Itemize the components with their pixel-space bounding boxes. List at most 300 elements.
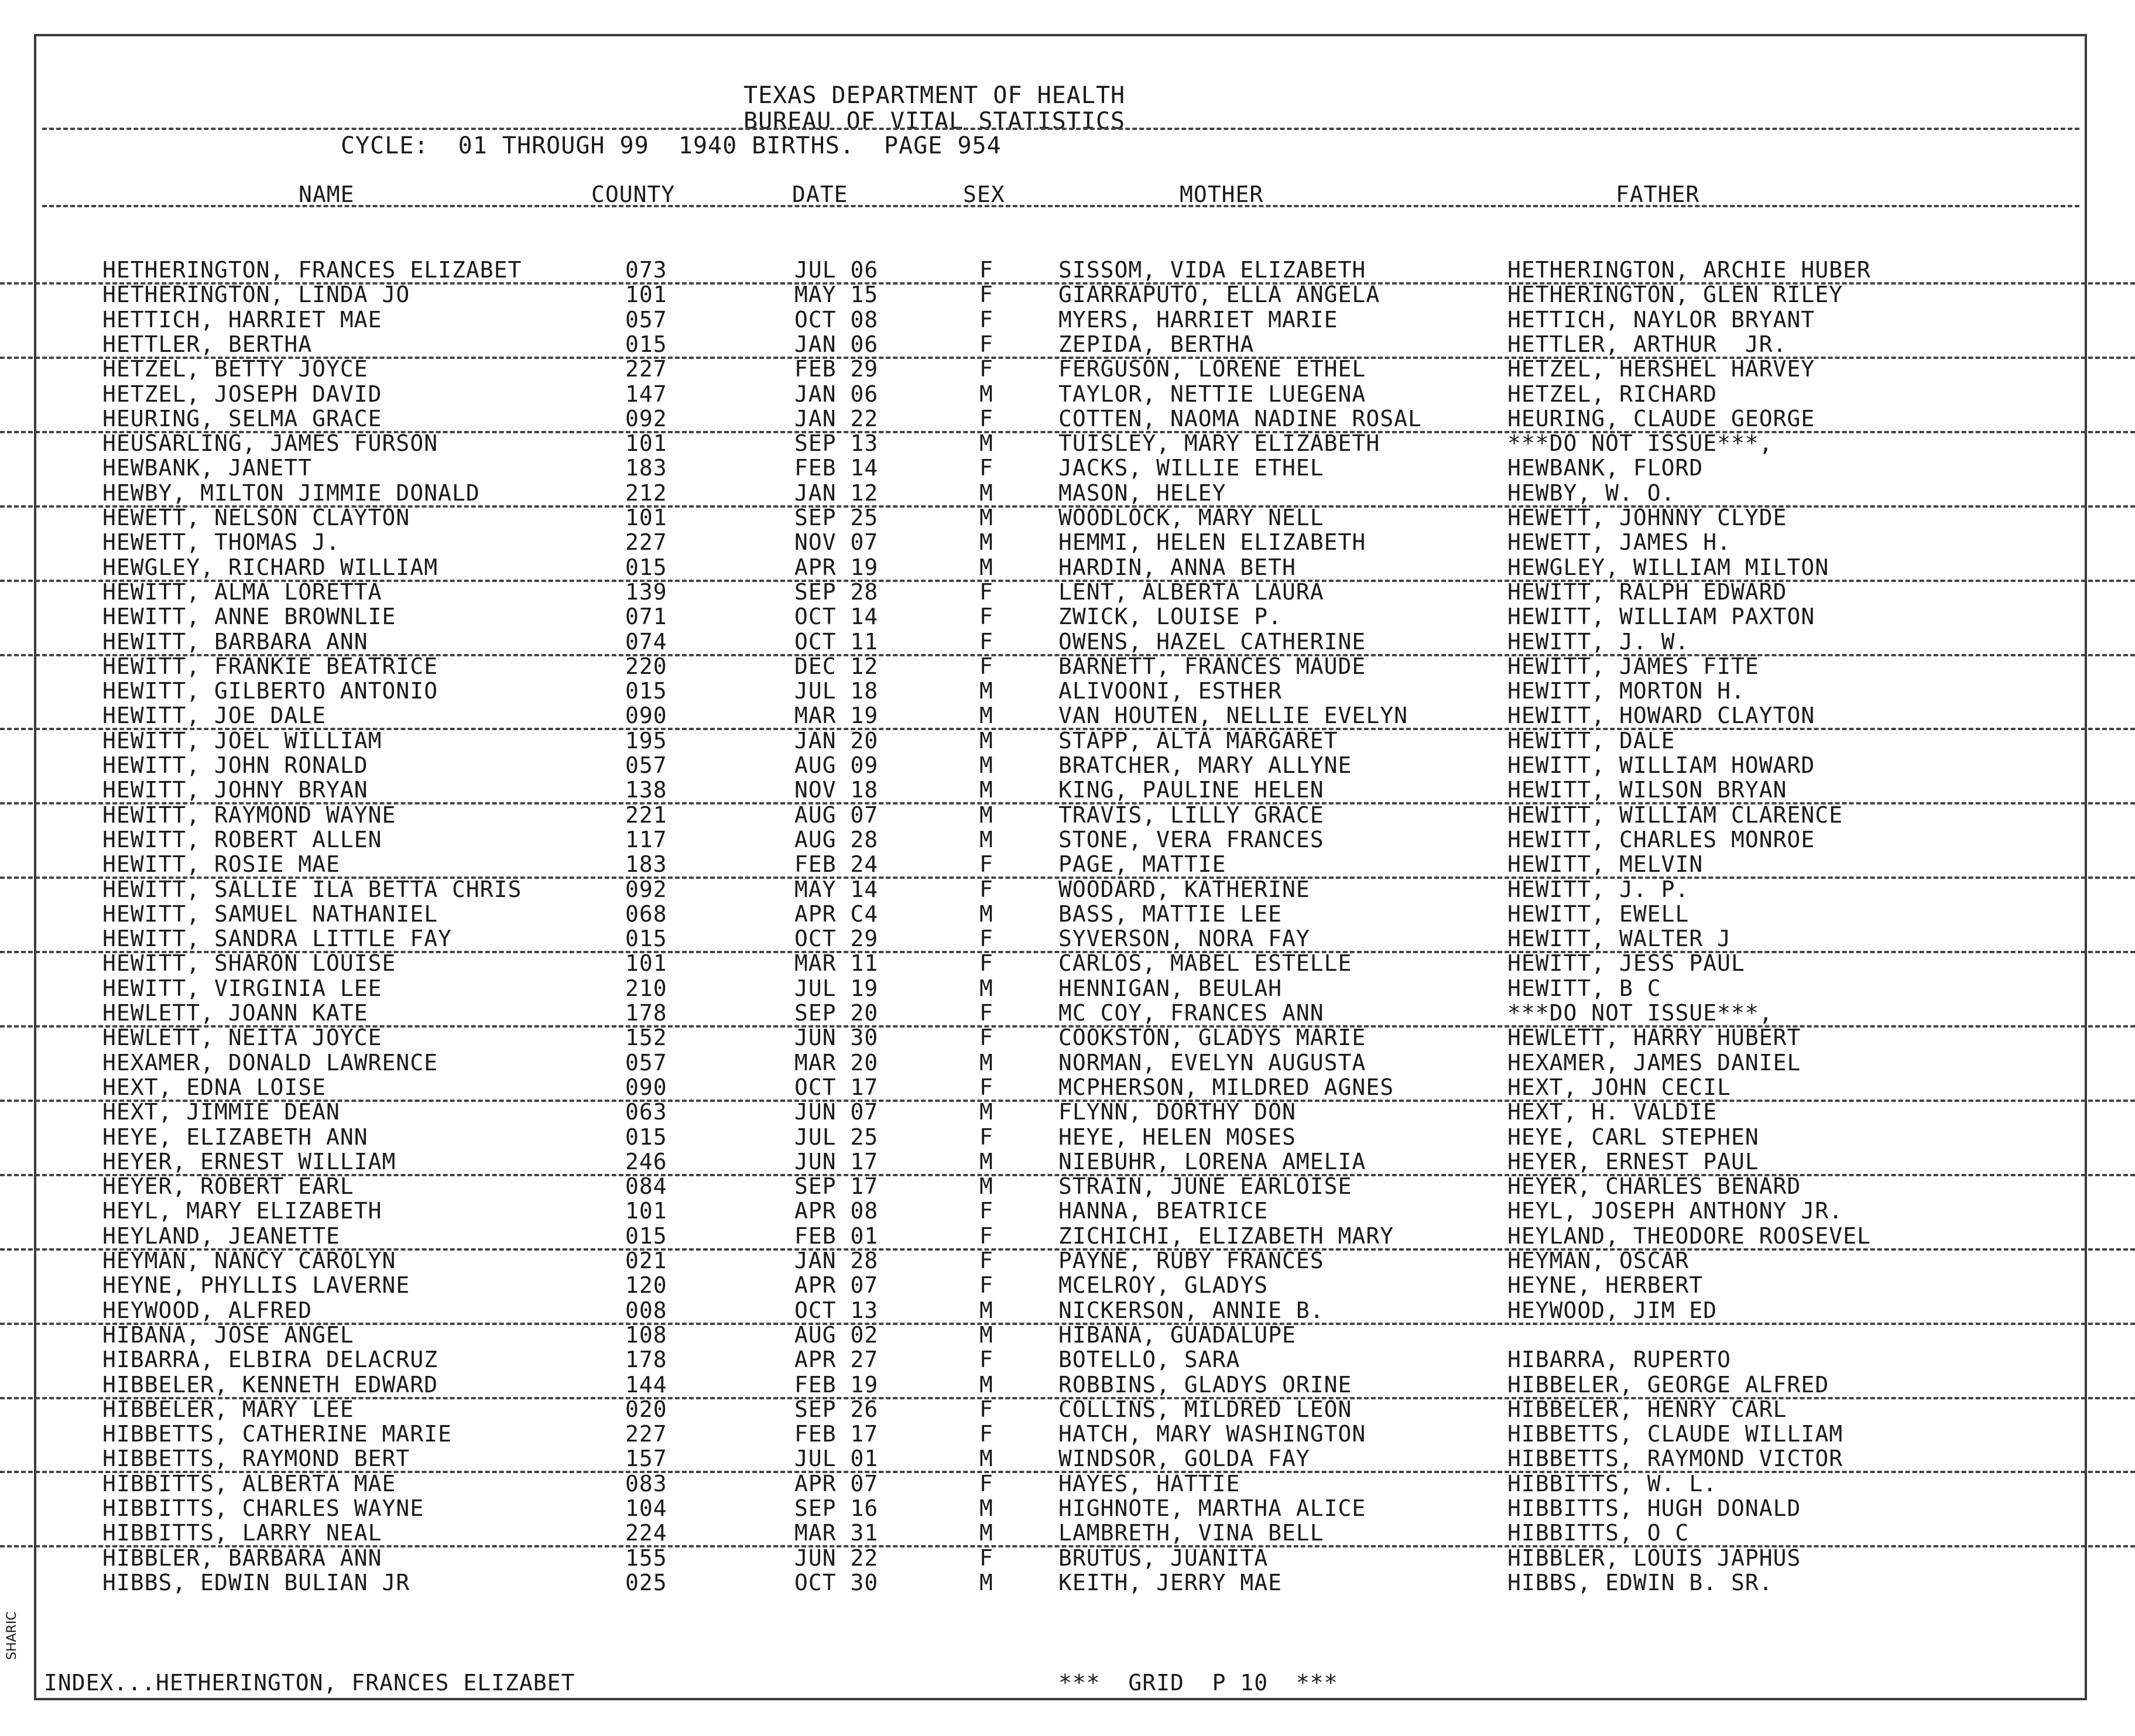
cell-sex: F xyxy=(979,851,993,878)
cell-name: HIBBITTS, LARRY NEAL xyxy=(102,1520,382,1546)
cell-county: 063 xyxy=(625,1099,667,1125)
cell-mother: ZWICK, LOUISE P. xyxy=(1058,604,1283,630)
cell-name: HEWITT, SHARON LOUISE xyxy=(102,950,396,977)
table-row xyxy=(0,926,2135,953)
cell-date: SEP 16 xyxy=(794,1495,879,1521)
cell-county: 178 xyxy=(625,1000,667,1026)
cell-name: HIBARRA, ELBIRA DELACRUZ xyxy=(102,1347,438,1373)
cell-sex: M xyxy=(979,727,993,754)
cell-father: HEXT, H. VALDIE xyxy=(1507,1099,1718,1125)
cell-father: HEYWOOD, JIM ED xyxy=(1507,1297,1718,1323)
cell-mother: GIARRAPUTO, ELLA ANGELA xyxy=(1058,282,1380,308)
cell-sex: F xyxy=(979,1198,993,1224)
cell-sex: F xyxy=(979,876,993,902)
cell-sex: M xyxy=(979,1297,993,1323)
cell-county: 015 xyxy=(625,331,667,357)
cell-father: HEWITT, WILLIAM HOWARD xyxy=(1507,752,1815,778)
cell-county: 212 xyxy=(625,480,667,506)
cell-sex: F xyxy=(979,1470,993,1497)
table-row xyxy=(0,1546,2135,1570)
cell-name: HEWITT, RAYMOND WAYNE xyxy=(102,802,396,828)
cell-name: HETZEL, BETTY JOYCE xyxy=(102,356,368,382)
cell-sex: F xyxy=(979,1223,993,1249)
cell-county: 183 xyxy=(625,455,667,481)
cell-county: 025 xyxy=(625,1569,667,1595)
cell-mother: WOODLOCK, MARY NELL xyxy=(1058,505,1324,530)
cell-sex: M xyxy=(979,1173,993,1200)
cell-sex: F xyxy=(979,282,993,308)
cell-mother: MCPHERSON, MILDRED AGNES xyxy=(1058,1074,1394,1100)
cell-sex: F xyxy=(979,1025,993,1051)
cell-date: MAR 11 xyxy=(794,950,879,977)
cell-father: HEWGLEY, WILLIAM MILTON xyxy=(1507,554,1829,580)
cell-sex: M xyxy=(979,480,993,506)
cell-name: HEXT, JIMMIE DEAN xyxy=(102,1099,340,1125)
cell-date: OCT 17 xyxy=(794,1074,879,1100)
table-row xyxy=(0,654,2135,679)
cell-county: 224 xyxy=(625,1520,667,1546)
cell-sex: M xyxy=(979,975,993,1001)
cell-mother: COLLINS, MILDRED LEON xyxy=(1058,1396,1352,1422)
cell-mother: PAYNE, RUBY FRANCES xyxy=(1058,1248,1324,1273)
cell-sex: M xyxy=(979,1321,993,1348)
cell-county: 227 xyxy=(625,1421,667,1447)
table-row xyxy=(0,357,2135,381)
cell-father: HIBARRA, RUPERTO xyxy=(1507,1347,1732,1373)
table-row xyxy=(0,1372,2135,1399)
cell-father: HEWITT, WILSON BRYAN xyxy=(1507,777,1787,803)
cell-name: HIBBELER, MARY LEE xyxy=(102,1396,354,1422)
table-row xyxy=(0,505,2135,530)
cell-date: NOV 07 xyxy=(794,529,879,556)
cell-sex: M xyxy=(979,529,993,556)
cell-county: 152 xyxy=(625,1025,667,1051)
cell-date: APR 19 xyxy=(794,554,879,580)
cell-father: HEWITT, WALTER J xyxy=(1507,926,1732,952)
cell-name: HEYWOOD, ALFRED xyxy=(102,1297,313,1323)
cell-mother: MCELROY, GLADYS xyxy=(1058,1272,1269,1299)
cell-date: JAN 06 xyxy=(794,331,879,357)
table-row xyxy=(0,1422,2135,1446)
cell-mother: MC COY, FRANCES ANN xyxy=(1058,1000,1324,1026)
cell-date: MAR 20 xyxy=(794,1049,879,1076)
cell-father: HIBBS, EDWIN B. SR. xyxy=(1507,1569,1773,1595)
cell-father: HIBBELER, GEORGE ALFRED xyxy=(1507,1371,1829,1398)
cell-father: HEWBY, W. O. xyxy=(1507,480,1675,506)
cell-father: HETZEL, RICHARD xyxy=(1507,381,1718,407)
table-row xyxy=(0,951,2135,975)
cell-mother: FLYNN, DORTHY DON xyxy=(1058,1099,1296,1125)
cell-county: 021 xyxy=(625,1248,667,1273)
cell-father: HEWBANK, FLORD xyxy=(1507,455,1704,481)
cell-date: JAN 22 xyxy=(794,405,879,432)
cell-date: APR C4 xyxy=(794,900,879,927)
cell-mother: ROBBINS, GLADYS ORINE xyxy=(1058,1371,1352,1398)
table-row xyxy=(0,877,2135,902)
table-row xyxy=(0,1149,2135,1176)
cell-sex: F xyxy=(979,1124,993,1150)
cell-sex: M xyxy=(979,703,993,729)
cell-father: HEYMAN, OSCAR xyxy=(1507,1248,1690,1273)
cell-mother: TRAVIS, LILLY GRACE xyxy=(1058,802,1324,828)
cell-county: 221 xyxy=(625,802,667,828)
table-row xyxy=(0,555,2135,582)
cell-sex: M xyxy=(979,777,993,803)
cell-father: HEWITT, HOWARD CLAYTON xyxy=(1507,703,1815,729)
cell-date: JUL 25 xyxy=(794,1124,879,1150)
cell-sex: F xyxy=(979,604,993,630)
cell-mother: TAYLOR, NETTIE LUEGENA xyxy=(1058,381,1366,407)
cell-father: HEWETT, JAMES H. xyxy=(1507,529,1732,556)
cell-date: MAR 19 xyxy=(794,703,879,729)
cell-name: HEWETT, THOMAS J. xyxy=(102,529,340,556)
table-row xyxy=(0,1174,2135,1199)
cell-father: HETTICH, NAYLOR BRYANT xyxy=(1507,306,1815,333)
cell-mother: HIBANA, GUADALUPE xyxy=(1058,1321,1296,1348)
cell-name: HEWITT, VIRGINIA LEE xyxy=(102,975,382,1001)
cell-date: JAN 12 xyxy=(794,480,879,506)
cell-sex: F xyxy=(979,1000,993,1026)
cell-mother: NIEBUHR, LORENA AMELIA xyxy=(1058,1148,1366,1175)
index-footer: INDEX...HETHERINGTON, FRANCES ELIZABET xyxy=(44,1670,575,1696)
table-row xyxy=(0,703,2135,730)
cell-name: HEWITT, GILBERTO ANTONIO xyxy=(102,678,438,704)
cell-name: HEXT, EDNA LOISE xyxy=(102,1074,327,1100)
cell-mother: ZEPIDA, BERTHA xyxy=(1058,331,1255,357)
table-row xyxy=(0,580,2135,604)
cell-county: 101 xyxy=(625,505,667,530)
grid-footer: *** GRID P 10 *** xyxy=(1058,1670,1338,1696)
table-row xyxy=(0,456,2135,480)
cell-name: HEWITT, SANDRA LITTLE FAY xyxy=(102,926,452,952)
cell-name: HEWITT, JOEL WILLIAM xyxy=(102,727,382,754)
cell-sex: F xyxy=(979,653,993,679)
table-row xyxy=(0,1050,2135,1075)
table-row xyxy=(0,1471,2135,1496)
cell-name: HIBBETTS, RAYMOND BERT xyxy=(102,1446,410,1472)
cell-father: HEYNE, HERBERT xyxy=(1507,1272,1704,1299)
cell-date: SEP 20 xyxy=(794,1000,879,1026)
cycle-line: CYCLE: 01 THROUGH 99 1940 BIRTHS. PAGE 954 xyxy=(341,132,1002,159)
cell-father: HEURING, CLAUDE GEORGE xyxy=(1507,405,1815,432)
cell-county: 015 xyxy=(625,554,667,580)
cell-sex: M xyxy=(979,678,993,704)
cell-father: HETTLER, ARTHUR JR. xyxy=(1507,331,1787,357)
cell-date: MAY 15 xyxy=(794,282,879,308)
cell-date: JAN 28 xyxy=(794,1248,879,1273)
cell-father: HEWITT, JAMES FITE xyxy=(1507,653,1759,679)
cell-date: APR 08 xyxy=(794,1198,879,1224)
cell-sex: M xyxy=(979,430,993,457)
cell-mother: KING, PAULINE HELEN xyxy=(1058,777,1324,803)
cell-father: HEYER, CHARLES BENARD xyxy=(1507,1173,1801,1200)
cell-father: HEWITT, J. W. xyxy=(1507,628,1690,655)
column-header-county: COUNTY xyxy=(591,182,676,207)
cell-county: 246 xyxy=(625,1148,667,1175)
cell-father: HEYLAND, THEODORE ROOSEVEL xyxy=(1507,1223,1871,1249)
cell-name: HETTLER, BERTHA xyxy=(102,331,313,357)
cell-mother: STRAIN, JUNE EARLOISE xyxy=(1058,1173,1352,1200)
cell-sex: F xyxy=(979,306,993,333)
cell-name: HETTICH, HARRIET MAE xyxy=(102,306,382,333)
cell-father: HEYL, JOSEPH ANTHONY JR. xyxy=(1507,1198,1843,1224)
cell-date: SEP 28 xyxy=(794,578,879,605)
cell-county: 155 xyxy=(625,1545,667,1571)
cell-name: HEYE, ELIZABETH ANN xyxy=(102,1124,368,1150)
cell-date: JUL 01 xyxy=(794,1446,879,1472)
cell-county: 057 xyxy=(625,306,667,333)
cell-county: 183 xyxy=(625,851,667,878)
cell-father: HEWITT, B C xyxy=(1507,975,1661,1001)
cell-name: HEYLAND, JEANETTE xyxy=(102,1223,340,1249)
cell-mother: FERGUSON, LORENE ETHEL xyxy=(1058,356,1366,382)
cell-date: SEP 13 xyxy=(794,430,879,457)
table-row xyxy=(0,307,2135,332)
table-row xyxy=(0,1570,2135,1595)
cell-date: AUG 09 xyxy=(794,752,879,778)
cell-sex: M xyxy=(979,826,993,852)
cell-mother: ZICHICHI, ELIZABETH MARY xyxy=(1058,1223,1394,1249)
cell-sex: F xyxy=(979,926,993,952)
cell-county: 117 xyxy=(625,826,667,852)
cell-mother: MYERS, HARRIET MARIE xyxy=(1058,306,1338,333)
cell-date: NOV 18 xyxy=(794,777,879,803)
column-header-father: FATHER xyxy=(1616,182,1700,207)
cell-mother: JACKS, WILLIE ETHEL xyxy=(1058,455,1324,481)
cell-county: 092 xyxy=(625,876,667,902)
table-row xyxy=(0,976,2135,1001)
table-row xyxy=(0,431,2135,456)
table-row xyxy=(0,1273,2135,1297)
cell-name: HEWITT, ANNE BROWNLIE xyxy=(102,604,396,630)
table-row xyxy=(0,1397,2135,1422)
cell-mother: HATCH, MARY WASHINGTON xyxy=(1058,1421,1366,1447)
table-row xyxy=(0,530,2135,554)
cell-mother: ALIVOONI, ESTHER xyxy=(1058,678,1283,704)
cell-sex: F xyxy=(979,1421,993,1447)
table-row xyxy=(0,1248,2135,1273)
cell-name: HETHERINGTON, FRANCES ELIZABET xyxy=(102,257,522,283)
cell-sex: M xyxy=(979,505,993,530)
cell-date: AUG 28 xyxy=(794,826,879,852)
cell-county: 220 xyxy=(625,653,667,679)
cell-date: FEB 14 xyxy=(794,455,879,481)
cell-name: HEWBANK, JANETT xyxy=(102,455,313,481)
cell-sex: F xyxy=(979,356,993,382)
cell-name: HIBBS, EDWIN BULIAN JR xyxy=(102,1569,410,1595)
cell-sex: M xyxy=(979,752,993,778)
cell-date: FEB 01 xyxy=(794,1223,879,1249)
cell-county: 068 xyxy=(625,900,667,927)
cell-name: HIBBITTS, ALBERTA MAE xyxy=(102,1470,396,1497)
cell-father: HEXAMER, JAMES DANIEL xyxy=(1507,1049,1801,1076)
table-row xyxy=(0,902,2135,926)
cell-sex: F xyxy=(979,578,993,605)
cell-father: HEWITT, JESS PAUL xyxy=(1507,950,1745,977)
cell-county: 073 xyxy=(625,257,667,283)
cell-name: HEYMAN, NANCY CAROLYN xyxy=(102,1248,396,1273)
cell-father: HEWLETT, HARRY HUBERT xyxy=(1507,1025,1801,1051)
cell-father: HEWITT, RALPH EDWARD xyxy=(1507,578,1787,605)
bureau-title: BUREAU OF VITAL STATISTICS xyxy=(743,108,1126,135)
cell-county: 178 xyxy=(625,1347,667,1373)
table-row xyxy=(0,803,2135,827)
cell-sex: M xyxy=(979,1148,993,1175)
cell-county: 015 xyxy=(625,926,667,952)
cell-father: ***DO NOT ISSUE***, xyxy=(1507,1000,1773,1026)
table-row xyxy=(0,481,2135,508)
cell-mother: VAN HOUTEN, NELLIE EVELYN xyxy=(1058,703,1408,729)
cell-father: HETHERINGTON, ARCHIE HUBER xyxy=(1507,257,1871,283)
cell-father: HETZEL, HERSHEL HARVEY xyxy=(1507,356,1815,382)
cell-name: HEWITT, ROSIE MAE xyxy=(102,851,340,878)
cell-name: HEURING, SELMA GRACE xyxy=(102,405,382,432)
cell-date: JUL 19 xyxy=(794,975,879,1001)
cell-name: HEWLETT, JOANN KATE xyxy=(102,1000,368,1026)
cell-mother: TUISLEY, MARY ELIZABETH xyxy=(1058,430,1380,457)
cell-name: HEWETT, NELSON CLAYTON xyxy=(102,505,410,530)
cell-county: 108 xyxy=(625,1321,667,1348)
cell-date: FEB 24 xyxy=(794,851,879,878)
cell-name: HEWITT, SAMUEL NATHANIEL xyxy=(102,900,438,927)
cell-date: SEP 25 xyxy=(794,505,879,530)
cell-father: HIBBITTS, HUGH DONALD xyxy=(1507,1495,1801,1521)
cell-mother: LENT, ALBERTA LAURA xyxy=(1058,578,1324,605)
cell-name: HIBBETTS, CATHERINE MARIE xyxy=(102,1421,452,1447)
cell-name: HEWITT, BARBARA ANN xyxy=(102,628,368,655)
cell-mother: HEMMI, HELEN ELIZABETH xyxy=(1058,529,1366,556)
cell-father: HIBBETTS, CLAUDE WILLIAM xyxy=(1507,1421,1843,1447)
cell-name: HETZEL, JOSEPH DAVID xyxy=(102,381,382,407)
table-row xyxy=(0,1521,2135,1547)
cell-date: OCT 14 xyxy=(794,604,879,630)
cell-mother: CARLOS, MABEL ESTELLE xyxy=(1058,950,1352,977)
cell-father: HEYE, CARL STEPHEN xyxy=(1507,1124,1759,1150)
cell-county: 020 xyxy=(625,1396,667,1422)
cell-date: APR 27 xyxy=(794,1347,879,1373)
cell-father: HEWITT, MORTON H. xyxy=(1507,678,1745,704)
table-row xyxy=(0,1075,2135,1102)
table-row xyxy=(0,1298,2135,1325)
cell-mother: HENNIGAN, BEULAH xyxy=(1058,975,1283,1001)
cell-date: JAN 06 xyxy=(794,381,879,407)
cell-date: AUG 02 xyxy=(794,1321,879,1348)
cell-county: 101 xyxy=(625,282,667,308)
cell-county: 227 xyxy=(625,356,667,382)
cell-sex: F xyxy=(979,331,993,357)
department-title: TEXAS DEPARTMENT OF HEALTH xyxy=(743,82,1126,109)
cell-father: HIBBLER, LOUIS JAPHUS xyxy=(1507,1545,1801,1571)
cell-county: 120 xyxy=(625,1272,667,1299)
cell-date: OCT 30 xyxy=(794,1569,879,1595)
cell-name: HEYL, MARY ELIZABETH xyxy=(102,1198,382,1224)
cell-county: 147 xyxy=(625,381,667,407)
table-row xyxy=(0,406,2135,433)
cell-county: 015 xyxy=(625,1124,667,1150)
cell-date: FEB 29 xyxy=(794,356,879,382)
table-row xyxy=(0,1100,2135,1124)
cell-date: JUN 22 xyxy=(794,1545,879,1571)
cell-name: HEWITT, JOHNY BRYAN xyxy=(102,777,368,803)
cell-father: HEWITT, CHARLES MONROE xyxy=(1507,826,1815,852)
cell-date: OCT 13 xyxy=(794,1297,879,1323)
cell-mother: STAPP, ALTA MARGARET xyxy=(1058,727,1338,754)
cell-mother: NICKERSON, ANNIE B. xyxy=(1058,1297,1324,1323)
table-row xyxy=(0,1446,2135,1473)
cell-sex: F xyxy=(979,1396,993,1422)
cell-county: 144 xyxy=(625,1371,667,1398)
cell-father: HEWITT, DALE xyxy=(1507,727,1675,754)
cell-date: JUL 06 xyxy=(794,257,879,283)
cell-sex: F xyxy=(979,1074,993,1100)
cell-mother: NORMAN, EVELYN AUGUSTA xyxy=(1058,1049,1366,1076)
cell-mother: BRUTUS, JUANITA xyxy=(1058,1545,1269,1571)
cell-sex: M xyxy=(979,554,993,580)
cell-date: FEB 19 xyxy=(794,1371,879,1398)
cell-sex: F xyxy=(979,1248,993,1273)
cell-mother: LAMBRETH, VINA BELL xyxy=(1058,1520,1324,1546)
table-row xyxy=(0,258,2135,285)
cell-father: HEWETT, JOHNNY CLYDE xyxy=(1507,505,1787,530)
cell-county: 101 xyxy=(625,1198,667,1224)
cell-county: 227 xyxy=(625,529,667,556)
cell-date: MAR 31 xyxy=(794,1520,879,1546)
cell-mother: PAGE, MATTIE xyxy=(1058,851,1226,878)
cell-father: HEWITT, EWELL xyxy=(1507,900,1690,927)
cell-county: 084 xyxy=(625,1173,667,1200)
cell-father: HEWITT, J. P. xyxy=(1507,876,1690,902)
cell-county: 101 xyxy=(625,950,667,977)
table-row xyxy=(0,827,2135,852)
cell-sex: M xyxy=(979,1371,993,1398)
cell-father: HIBBETTS, RAYMOND VICTOR xyxy=(1507,1446,1843,1472)
table-row xyxy=(0,332,2135,359)
table-row xyxy=(0,1323,2135,1347)
cell-name: HEWBY, MILTON JIMMIE DONALD xyxy=(102,480,480,506)
cell-mother: COOKSTON, GLADYS MARIE xyxy=(1058,1025,1366,1051)
cell-father: HEYER, ERNEST PAUL xyxy=(1507,1148,1759,1175)
cell-name: HEWGLEY, RICHARD WILLIAM xyxy=(102,554,438,580)
cell-county: 104 xyxy=(625,1495,667,1521)
cell-sex: F xyxy=(979,1272,993,1299)
cell-sex: F xyxy=(979,1347,993,1373)
cell-name: HEYNE, PHYLLIS LAVERNE xyxy=(102,1272,410,1299)
cell-name: HEYER, ROBERT EARL xyxy=(102,1173,354,1200)
cell-name: HIBBLER, BARBARA ANN xyxy=(102,1545,382,1571)
table-row xyxy=(0,753,2135,778)
cell-date: MAY 14 xyxy=(794,876,879,902)
table-row xyxy=(0,282,2135,307)
cell-father: HIBBITTS, W. L. xyxy=(1507,1470,1718,1497)
cell-date: JUN 07 xyxy=(794,1099,879,1125)
cell-date: JUL 18 xyxy=(794,678,879,704)
cell-father: HEWITT, WILLIAM PAXTON xyxy=(1507,604,1815,630)
cell-date: OCT 08 xyxy=(794,306,879,333)
cell-county: 083 xyxy=(625,1470,667,1497)
cell-county: 015 xyxy=(625,1223,667,1249)
cell-county: 138 xyxy=(625,777,667,803)
cell-mother: BOTELLO, SARA xyxy=(1058,1347,1240,1373)
cell-sex: F xyxy=(979,257,993,283)
cell-father: HIBBITTS, O C xyxy=(1507,1520,1690,1546)
cell-father: HETHERINGTON, GLEN RILEY xyxy=(1507,282,1843,308)
cell-mother: BRATCHER, MARY ALLYNE xyxy=(1058,752,1352,778)
cell-name: HEWITT, JOE DALE xyxy=(102,703,327,729)
cell-mother: BASS, MATTIE LEE xyxy=(1058,900,1283,927)
cell-name: HEWITT, FRANKIE BEATRICE xyxy=(102,653,438,679)
table-row xyxy=(0,1025,2135,1050)
cell-county: 090 xyxy=(625,703,667,729)
